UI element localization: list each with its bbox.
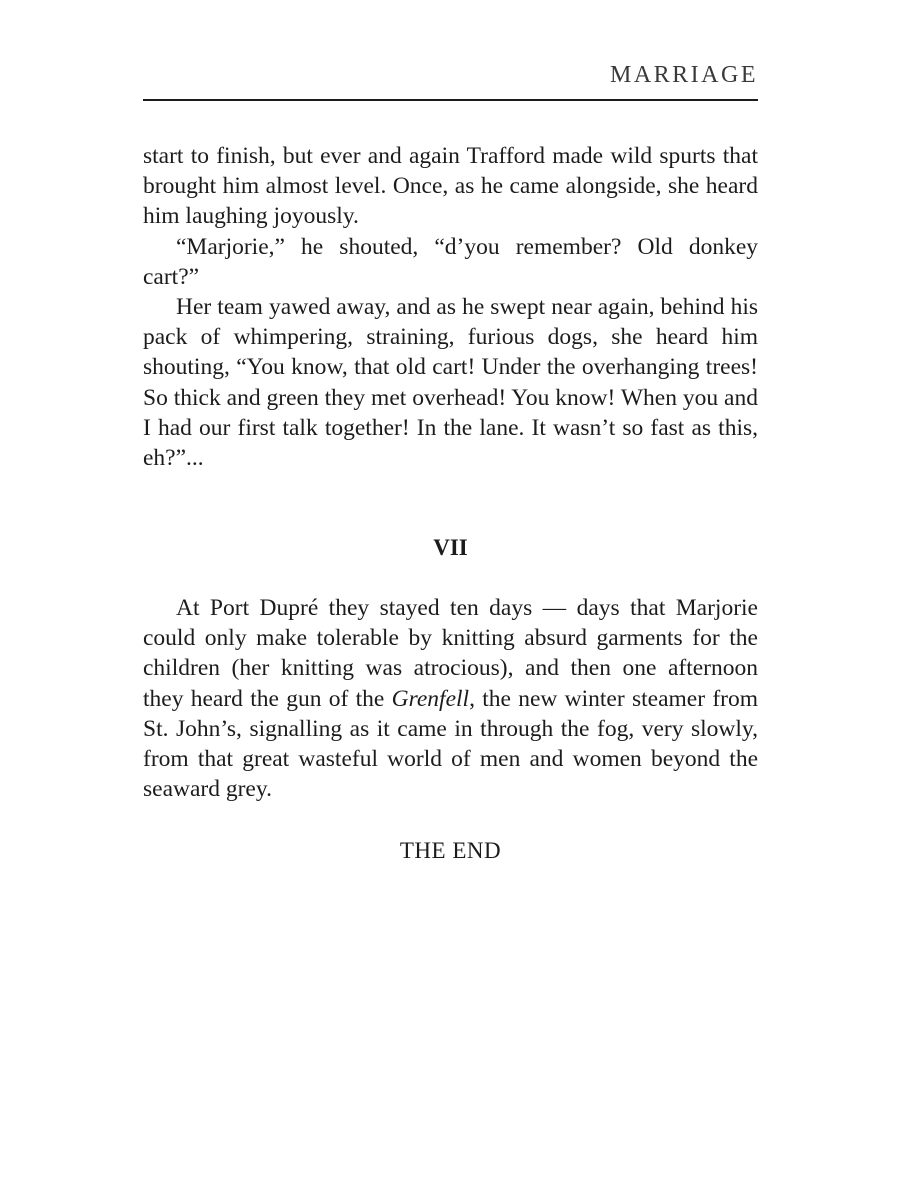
paragraph-port-dupre <box>143 593 758 804</box>
paragraph-her-team: Her team yawed away, and as he swept near again, behind his pack of whimpering, straining, furious dogs, she heard him shouting, “You know, that old cart! Under the overhanging trees! So thick and green they met overhead! You know! When you and I had our first talk together! In the lane. It wasn’t so fast as this, eh?”... <box>143 294 758 472</box>
header-rule <box>143 99 758 101</box>
paragraph-text-start: At Port Dupré they stayed ten days — days that Marjorie could only make tolerable by knitting absurd garments for the children (her knitting was atrocious), and then one afternoon they heard the gun of the <box>143 595 758 712</box>
running-head-title: MARRIAGE <box>609 62 758 88</box>
paragraph-text-end: , the new winter steamer from St. John’s, signalling as it came in through the fog, very slowly, from that great wasteful world of men and women beyond the seaward grey. <box>143 685 759 803</box>
paragraph-marjorie-dialogue: “Marjorie,” he shouted, “d’you remember? Old donkey cart?” <box>143 233 758 290</box>
chapter-heading: VII <box>433 535 468 560</box>
the-end-label: THE END <box>399 838 502 863</box>
paragraph-continuation: start to finish, but ever and again Trafford made wild spurts that brought him almost level. Once, as he came alongside, she heard him laughing joyously. <box>143 143 758 230</box>
section-one-text <box>143 141 758 473</box>
section-two-text <box>143 593 758 804</box>
ship-name-italic: Grenfell <box>391 685 470 712</box>
